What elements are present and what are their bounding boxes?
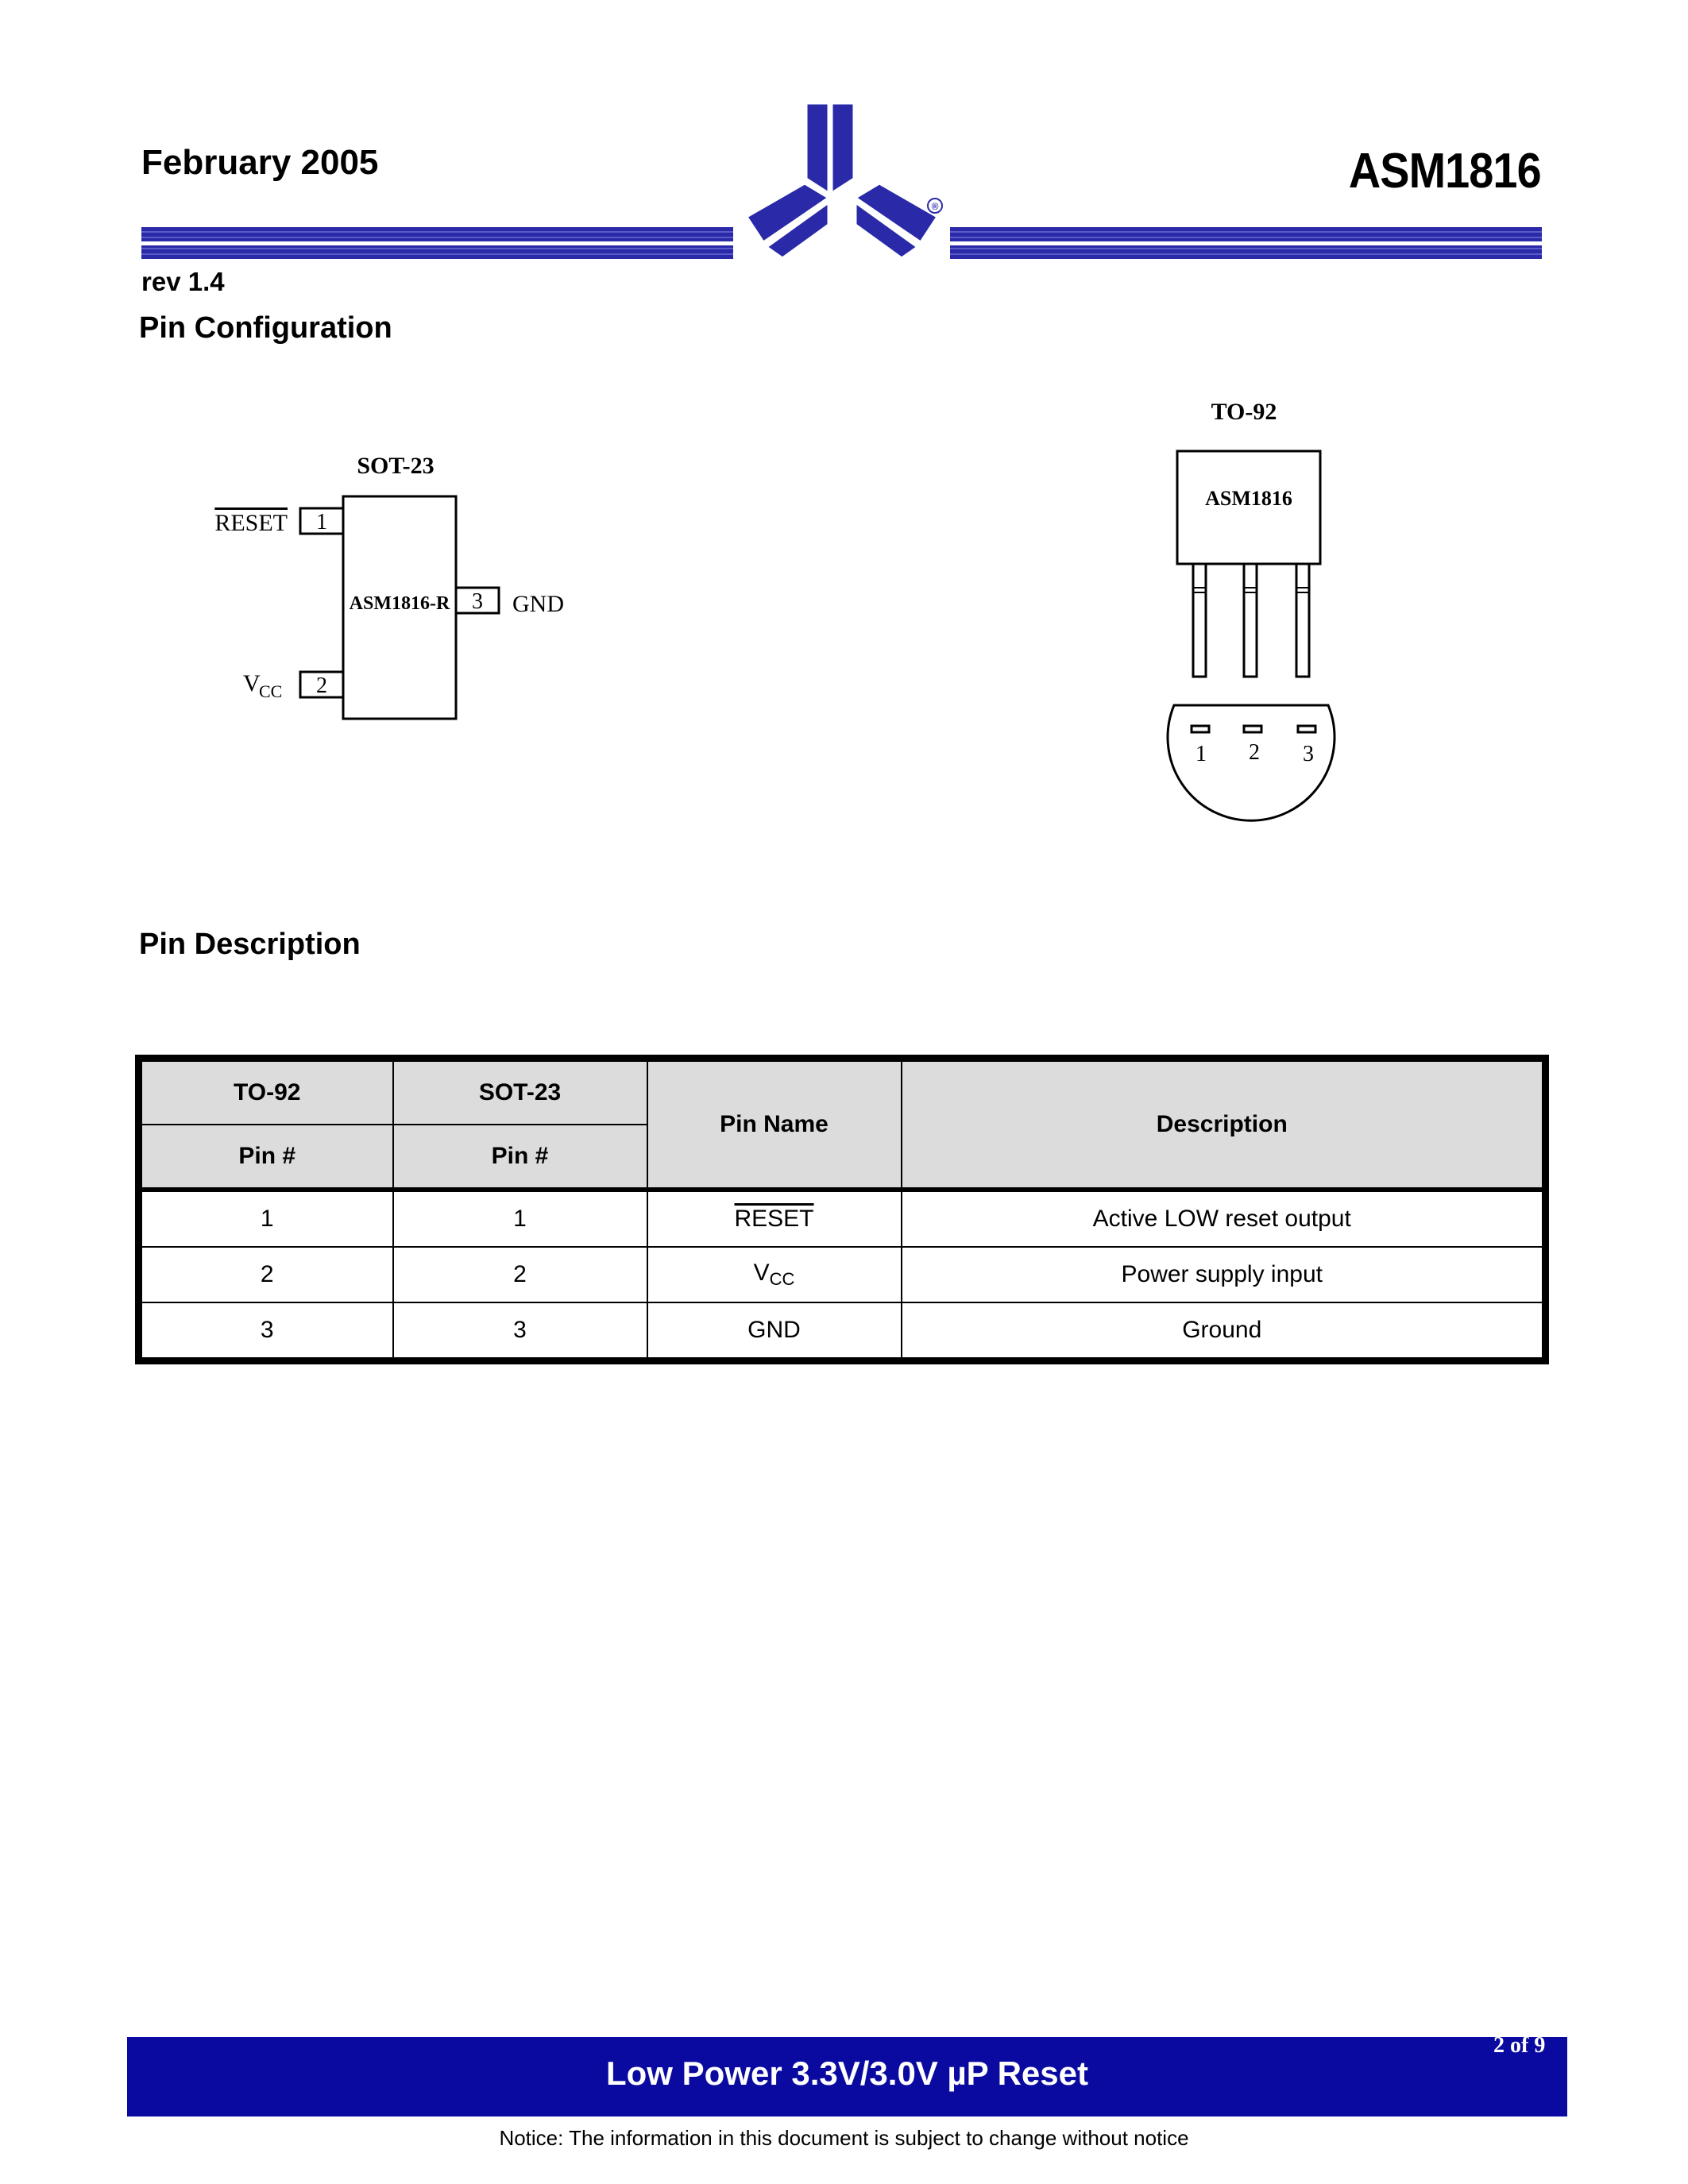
sot23-chip-label: ASM1816-R — [349, 593, 450, 614]
th-sot23: SOT-23 — [393, 1059, 647, 1125]
to92-pin-2-number: 2 — [1249, 740, 1260, 765]
cell-description: Ground — [902, 1302, 1546, 1361]
to92-lead-2 — [1244, 564, 1257, 677]
to92-pad-3 — [1298, 726, 1315, 732]
footer-title: Low Power 3.3V/3.0V µP Reset — [605, 2055, 1088, 2092]
cell-pin-name — [647, 1190, 902, 1247]
sot23-pin-2-name-sub: CC — [259, 681, 283, 701]
page-number: 2 of 9 — [1493, 2033, 1546, 2058]
to92-pin-3-number: 3 — [1303, 742, 1314, 766]
cell-sot23: 3 — [393, 1302, 647, 1361]
footer-band — [127, 2037, 1567, 2116]
th-sot23-pin: Pin # — [393, 1125, 647, 1190]
to92-chip-label: ASM1816 — [1205, 487, 1292, 510]
sot23-diagram — [199, 445, 612, 731]
th-to92-pin: Pin # — [139, 1125, 393, 1190]
header-band-right — [950, 227, 1542, 259]
table-header-row — [139, 1059, 1546, 1125]
sot23-pin-3-name: GND — [512, 591, 564, 617]
th-to92: TO-92 — [139, 1059, 393, 1125]
pin-name-text: V — [753, 1260, 770, 1286]
to92-title: TO-92 — [1211, 399, 1277, 425]
sot23-title: SOT-23 — [357, 453, 435, 479]
pin-name-subscript: CC — [769, 1269, 795, 1289]
sot23-pin-1-number: 1 — [316, 510, 327, 534]
section-pin-description: Pin Description — [139, 928, 361, 961]
sot23-pin-1-name: RESET — [214, 510, 288, 536]
footer-notice: Notice: The information in this document is subject to change without notice — [499, 2126, 1189, 2150]
cell-to92: 2 — [139, 1247, 393, 1302]
cell-to92: 1 — [139, 1190, 393, 1247]
table-row — [139, 1302, 1546, 1361]
table-row — [139, 1190, 1546, 1247]
header-band-left — [141, 227, 733, 259]
th-description: Description — [902, 1059, 1546, 1190]
to92-lead-3 — [1296, 564, 1309, 677]
to92-diagram — [1144, 389, 1358, 826]
cell-pin-name — [647, 1247, 902, 1302]
pin-description-table — [135, 1055, 1549, 1364]
header-date: February 2005 — [141, 143, 379, 182]
to92-pad-1 — [1192, 726, 1209, 732]
cell-sot23: 1 — [393, 1190, 647, 1247]
cell-to92: 3 — [139, 1302, 393, 1361]
company-logo-icon — [735, 99, 949, 262]
th-pin-name: Pin Name — [647, 1059, 902, 1190]
section-pin-configuration: Pin Configuration — [139, 311, 392, 345]
header-part-number: ASM1816 — [1349, 144, 1541, 199]
cell-description: Active LOW reset output — [902, 1190, 1546, 1247]
pin-name-text: RESET — [734, 1206, 814, 1232]
pin-name-text: GND — [747, 1317, 801, 1343]
cell-pin-name — [647, 1302, 902, 1361]
revision-label: rev 1.4 — [141, 267, 225, 296]
cell-sot23: 2 — [393, 1247, 647, 1302]
to92-pin-1-number: 1 — [1196, 742, 1207, 766]
sot23-pin-2-number: 2 — [316, 673, 327, 698]
sot23-pin-3-number: 3 — [472, 589, 483, 614]
cell-description: Power supply input — [902, 1247, 1546, 1302]
registered-mark: ® — [931, 201, 939, 212]
sot23-pin-2-name: V — [243, 670, 261, 696]
to92-pad-2 — [1244, 726, 1261, 732]
to92-lead-1 — [1193, 564, 1206, 677]
table-row — [139, 1247, 1546, 1302]
